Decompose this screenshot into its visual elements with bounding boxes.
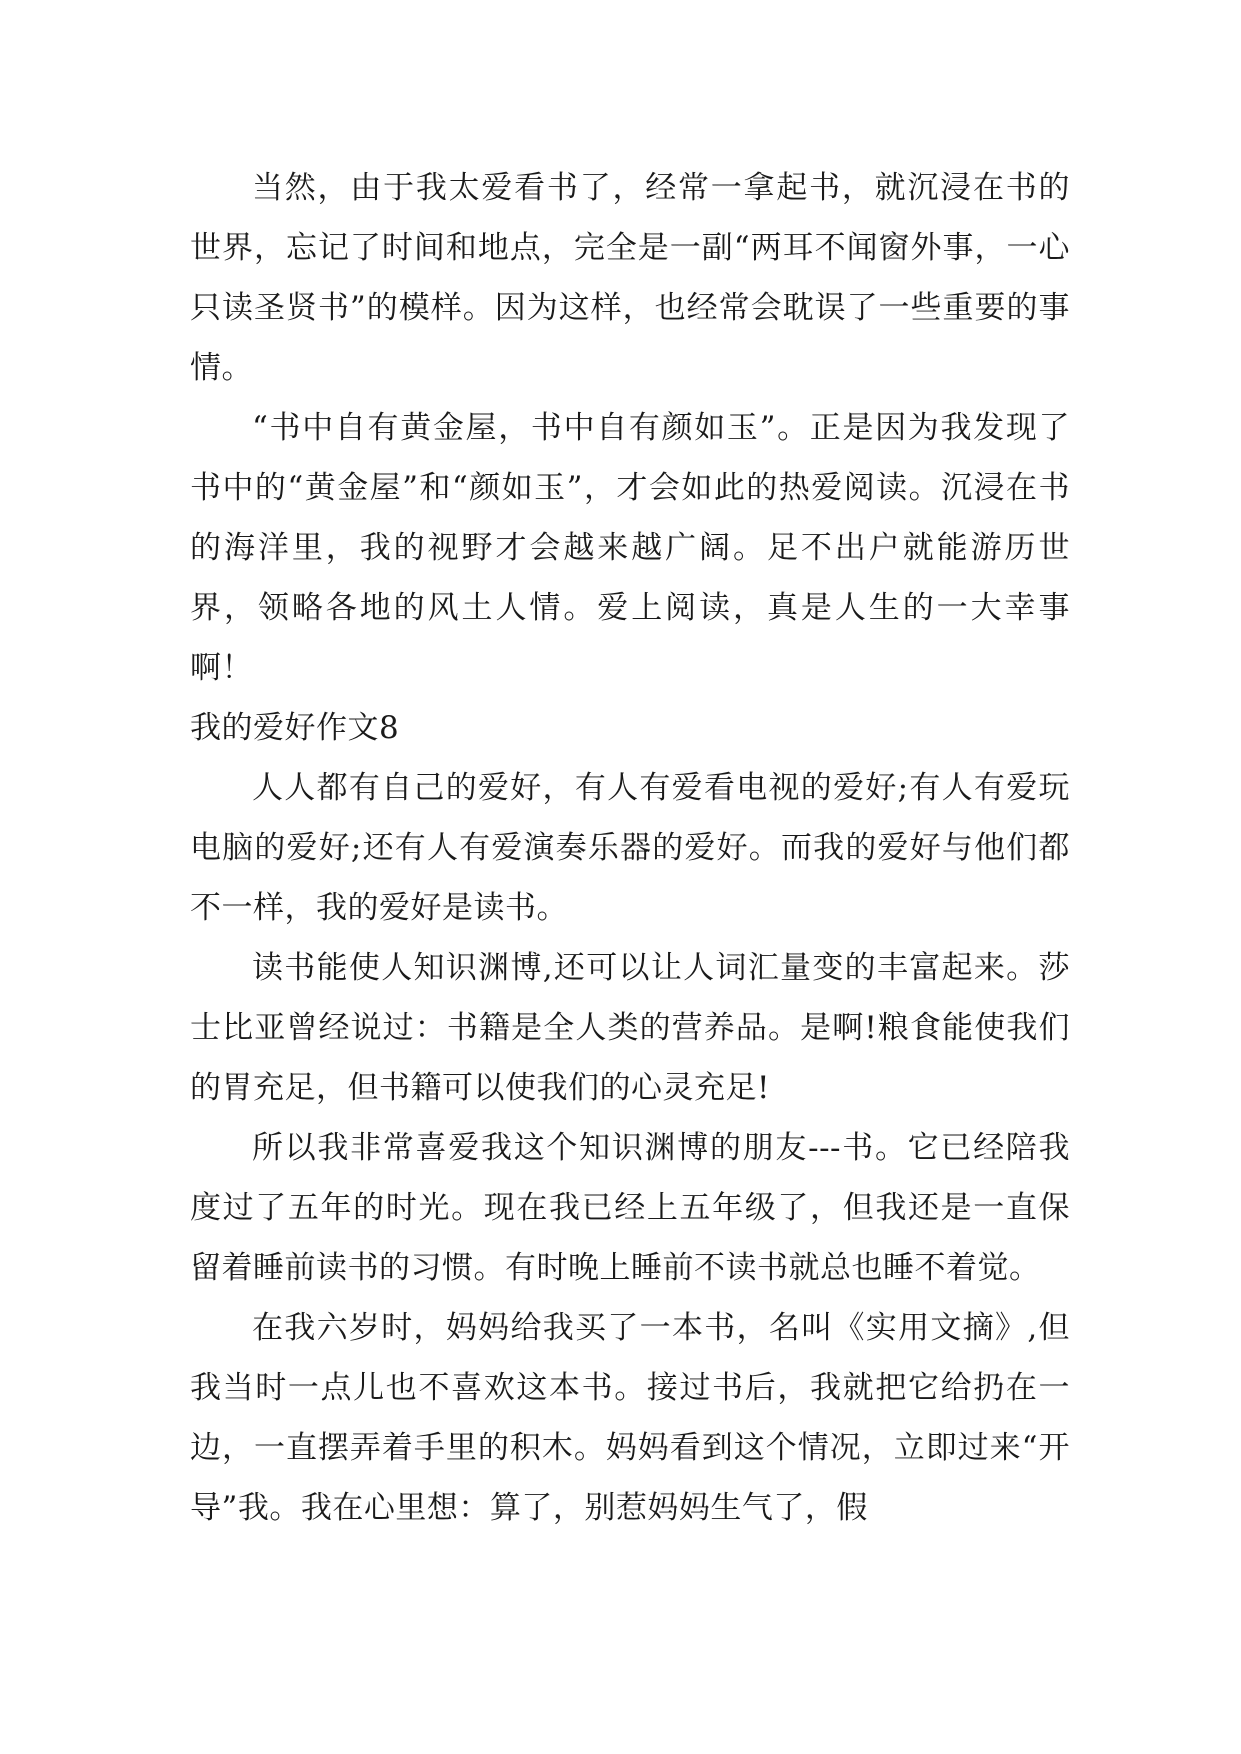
paragraph-3: 人人都有自己的爱好，有人有爱看电视的爱好;有人有爱玩电脑的爱好;还有人有爱演奏乐器的爱好。而我的爱好与他们都不一样，我的爱好是读书。 [190, 770, 1070, 926]
paragraph-5: 所以我非常喜爱我这个知识渊博的朋友---书。它已经陪我度过了五年的时光。现在我已经上五年级了，但我还是一直保留着睡前读书的习惯。有时晚上睡前不读书就总也睡不着觉。 [190, 1130, 1070, 1286]
paragraph-4: 读书能使人知识渊博,还可以让人词汇量变的丰富起来。莎士比亚曾经说过：书籍是全人类的营养品。是啊!粮食能使我们的胃充足，但书籍可以使我们的心灵充足! [190, 950, 1070, 1106]
paragraph-2: “书中自有黄金屋，书中自有颜如玉”。正是因为我发现了书中的“黄金屋”和“颜如玉”，才会如此的热爱阅读。沉浸在书的海洋里，我的视野才会越来越广阔。足不出户就能游历世界，领略各地的风土人情。爱上阅读，真是人生的一大幸事啊！ [190, 410, 1070, 686]
document-body [190, 158, 1070, 1538]
paragraph-1: 当然，由于我太爱看书了，经常一拿起书，就沉浸在书的世界，忘记了时间和地点，完全是一副“两耳不闻窗外事，一心只读圣贤书”的模样。因为这样，也经常会耽误了一些重要的事情。 [190, 170, 1070, 386]
section-heading: 我的爱好作文8 [190, 710, 400, 746]
paragraph-6: 在我六岁时，妈妈给我买了一本书，名叫《实用文摘》,但我当时一点儿也不喜欢这本书。接过书后，我就把它给扔在一边，一直摆弄着手里的积木。妈妈看到这个情况，立即过来“开导”我。我在心里想：算了，别惹妈妈生气了，假 [190, 1310, 1070, 1526]
